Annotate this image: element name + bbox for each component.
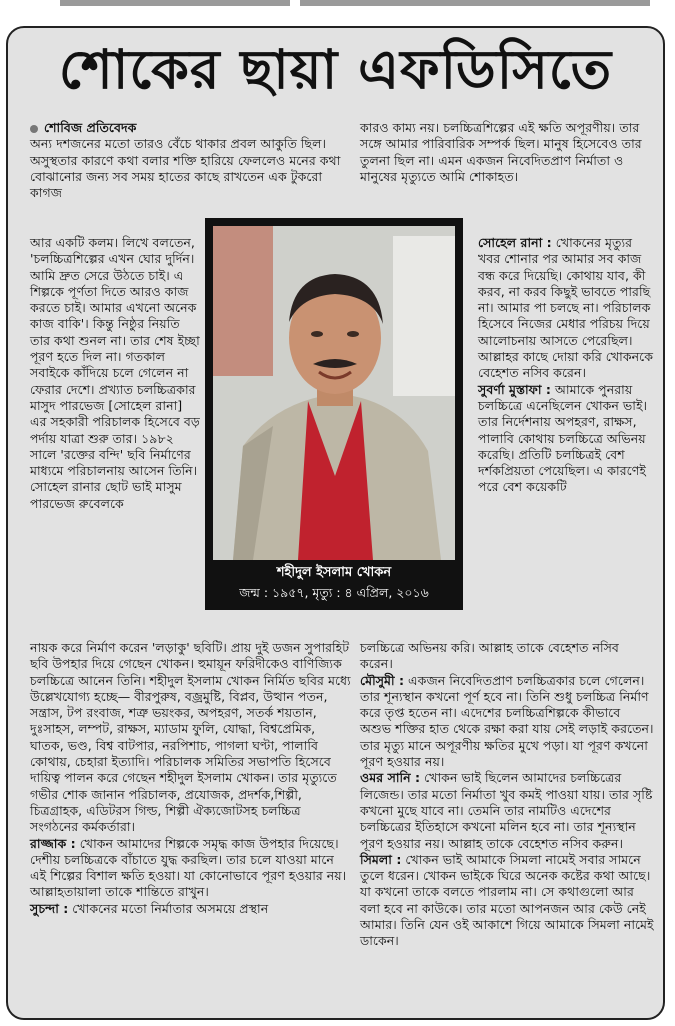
byline-text: শোবিজ প্রতিবেদক xyxy=(44,120,137,135)
razzak-name: রাজ্জাক : xyxy=(30,835,76,851)
photo-frame xyxy=(205,218,463,610)
quote-razzak xyxy=(30,836,352,901)
mousumi-text: একজন নিবেদিতপ্রাণ চলচ্চিত্রকার চলে গেলেন। তার শূন্যস্থান কখনো পূর্ণ হবে না। তিনি শুধু চলচ্চিত্র নির্মাণ করে তৃপ্ত হতেন না। এদেশের চলচ্চিত্রশিল্পকে কীভাবে অশুভ শক্তির হাত থেকে রক্ষা করা যায় সেই লড়াই করতেন। তার মৃত্যু মানে অপূরণীয় ক্ষতির মুখে পড়া। যা পূরণ কখনো পূরণ হওয়ার নয়। xyxy=(360,672,654,770)
col1-bottom-text: নায়ক করে নির্মাণ করেন 'লড়াকু' ছবিটি। প্রায় দুই ডজন সুপারহিট ছবি উপহার দিয়ে গেছেন খোকন। হুমায়ূন ফরিদীকেও বাণিজ্যিক চলচ্চিত্রে আনেন তিনি। শহীদুল ইসলাম খোকন নির্মিত ছবির মধ্যে উল্লেখযোগ্য হচ্ছে— বীরপুরুষ, বজ্রমুষ্টি, বিপ্লব, উত্থান পতন, সন্ত্রাস, টপ রংবাজ, শত্রু ভয়ংকর, অপহরণ, সতর্ক শয়তান, দুঃসাহস, লম্পট, রাক্ষস, ম্যাডাম ফুলি, যোদ্ধা, বিশ্বপ্রেমিক, ঘাতক, ভণ্ড, বিশ্ব বাটপার, নরপিশাচ, পাগলা ঘণ্টা, পালাবি কোথায়, চেহারা ইত্যাদি। পরিচালক সমিতির সভাপতি হিসেবে দায়িত্ব পালন করে গেছেন শহীদুল ইসলাম খোকন। তার মৃত্যুতে গভীর শোক জানান পরিচালক, প্রযোজক, প্রদর্শক,শিল্পী, চিত্রগ্রাহক, এডিটরস গিল্ড, শিল্পী ঐক্যজোটসহ চলচ্চিত্র সংগঠনের কর্মকর্তারা। xyxy=(30,640,351,835)
omar-text: খোকন ভাই ছিলেন আমাদের চলচ্চিত্রের লিজেন্ড। তার মতো নির্মাতা খুব কমই পাওয়া যায়। তার সৃষ্টি কখনো মুছে যাবে না। তেমনি তার নামটিও এদেশের চলচ্চিত্রের ইতিহাসে কখনো মলিন হবে না। তার শূন্যস্থান পূরণ হওয়ার নয়। আল্লাহ তাকে বেহেশত নসিব করুন। xyxy=(360,770,653,851)
sohel-text: খোকনের মৃত্যুর খবর শোনার পর আমার সব কাজ বন্ধ করে দিয়েছি। কোথায় যাব, কী করব, না করব কিছুই ভাবতে পারছি না। আমার পা চলছে না। পরিচালক হিসেবে নিজের মেধার পরিচয় দিয়ে আলোচনায় আসতে পেরেছিল। আল্লাহর কাছে দোয়া করি খোকনকে বেহেশত নসিব করেন। xyxy=(478,235,654,381)
col1-narrow xyxy=(30,235,200,512)
sohel-name: সোহেল রানা : xyxy=(478,235,552,250)
mousumi-name: মৌসুমী : xyxy=(360,672,405,688)
quote-suborna xyxy=(478,382,654,496)
col1-top xyxy=(30,120,352,201)
suborna-text: আমাকে পুনরায় চলচ্চিত্রে এনেছিলেন খোকন ভাই। তার নির্দেশনায় অপহরণ, রাক্ষস, পালাবি কোথায় চলচ্চিত্রে অভিনয় করেছি। প্রতিটি চলচ্চিত্রই বেশ দর্শকপ্রিয়তা পেয়েছিল। এ কারণেই পরে বেশ কয়েকটি xyxy=(478,381,648,495)
bullet-icon xyxy=(30,125,38,133)
quote-mousumi xyxy=(360,673,654,771)
caption-name: শহীদুল ইসলাম খোকন xyxy=(276,565,392,580)
col2-bottom xyxy=(360,640,654,950)
quote-suchanda xyxy=(30,901,352,917)
col2-top-text: কারও কাম্য নয়। চলচ্চিত্রশিল্পের এই ক্ষতি অপূরণীয়। তার সঙ্গে আমার পারিবারিক সম্পর্ক ছিল। মানুষ হিসেবেও তার তুলনা ছিল না। এমন একজন নিবেদিতপ্রাণ নির্মাতা ও মানুষের মৃত্যুতে আমি শোকাহত। xyxy=(360,120,642,184)
simla-text: খোকন ভাই আমাকে সিমলা নামেই সবার সামনে তুলে ধরেন। খোকন ভাইকে ঘিরে অনেক কষ্টের কথা আছে। যা কখনো তাকে বলতে পারলাম না। সে কথাগুলো আর বলা হবে না কাউকে। তার মতো আপনজন আর কেউ নেই আমার। তিনি যেন ওই আকাশে গিয়ে আমাকে সিমলা নামেই ডাকেন। xyxy=(360,851,654,949)
razzak-text: খোকন আমাদের শিল্পকে সমৃদ্ধ কাজ উপহার দিয়েছে। দেশীয় চলচ্চিত্রকে বাঁচাতে যুদ্ধ করছিল। তার চলে যাওয়া মানে এই শিল্পের বিশাল ক্ষতি হওয়া। যা কোনোভাবে পূরণ হওয়ার নয়। আল্লাহতায়ালা তাকে শান্তিতে রাখুন। xyxy=(30,835,347,900)
suchanda-name: সুচন্দা : xyxy=(30,900,69,916)
simla-name: সিমলা : xyxy=(360,851,402,867)
suborna-name: সুবর্ণা মুস্তাফা : xyxy=(478,381,551,397)
col2-top xyxy=(360,120,650,185)
col1-bottom xyxy=(30,640,352,917)
col1-narrow-text: আর একটি কলম। লিখে বলতেন, 'চলচ্চিত্রশিল্পের এখন ঘোর দুর্দিন। আমি দ্রুত সেরে উঠতে চাই। এ শিল্পকে পূর্ণতা দিতে আরও কাজ করতে চাই। আমার এখনো অনেক কাজ বাকি'। কিন্তু নিষ্ঠুর নিয়তি তার কথা শুনল না। তার শেষ ইচ্ছা পূরণ হতে দিল না। গতকাল সবাইকে কাঁদিয়ে চলে গেলেন না ফেরার দেশে। প্রখ্যাত চলচ্চিত্রকার মাসুদ পারভেজ [সোহেল রানা] এর সহকারী পরিচালক হিসেবে বড় পর্দায় যাত্রা শুরু তার। ১৯৮২ সালে 'রক্তের বন্দি' ছবি নির্মাণের মাধ্যমে পরিচালনায় আসেন তিনি। সোহেল রানার ছোট ভাই মাসুম পারভেজ রুবেলকে xyxy=(30,235,200,511)
top-rule-left xyxy=(60,0,290,6)
headline: শোকের ছায়া এফডিসিতে xyxy=(58,38,613,101)
portrait-photo xyxy=(213,226,455,560)
caption-dates: জন্ম : ১৯৫৭, মৃত্যু : ৪ এপ্রিল, ২০১৬ xyxy=(239,585,429,600)
quote-simla xyxy=(360,852,654,950)
quote-omar xyxy=(360,770,654,851)
omar-name: ওমর সানি : xyxy=(360,770,421,786)
col2-cont-text: চলচ্চিত্রে অভিনয় করি। আল্লাহ তাকে বেহেশত নসিব করেন। xyxy=(360,640,619,672)
byline xyxy=(30,120,352,136)
top-rule-right xyxy=(300,0,650,6)
col1-top-text: অন্য দশজনের মতো তারও বেঁচে থাকার প্রবল আকুতি ছিল। অসুস্থতার কারণে কথা বলার শক্তি হারিয়ে ফেললেও মনের কথা বোঝানোর জন্য সব সময় হাতের কাছে রাখতেন এক টুকরো কাগজ xyxy=(30,136,341,201)
col2-narrow xyxy=(478,235,654,496)
suchanda-text: খোকনের মতো নির্মাতার অসময়ে প্রস্থান xyxy=(68,900,269,916)
portrait-illustration xyxy=(213,226,455,560)
quote-sohel xyxy=(478,235,654,382)
